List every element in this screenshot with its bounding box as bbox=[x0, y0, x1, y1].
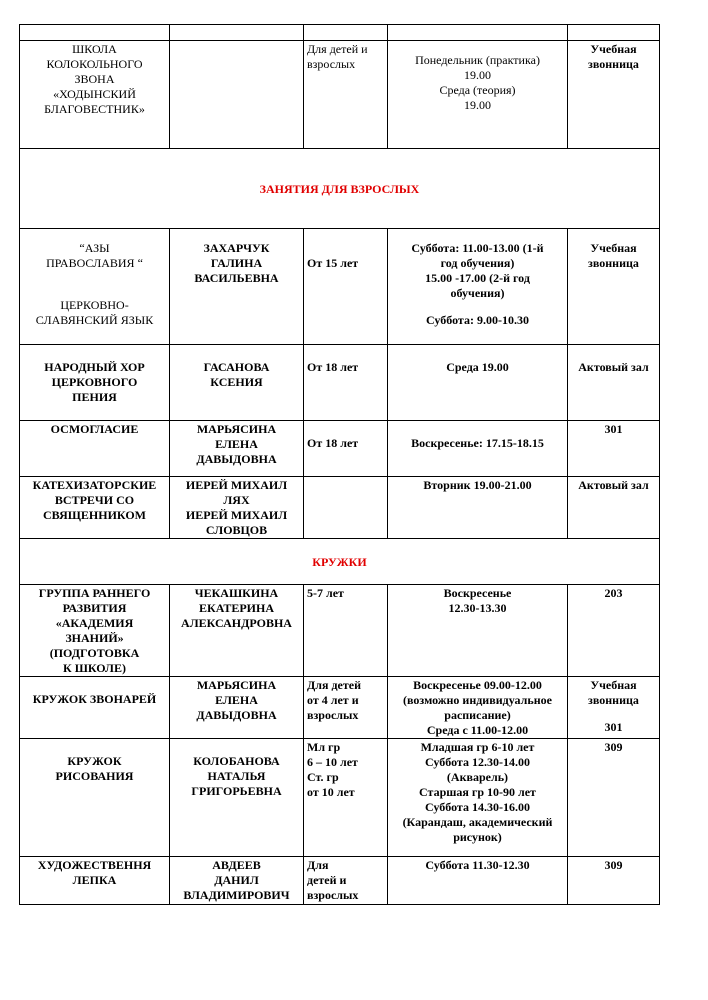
empty-cell bbox=[170, 25, 304, 41]
schedule-time: Среда 19.00 bbox=[388, 345, 568, 421]
section-title-adults: ЗАНЯТИЯ ДЛЯ ВЗРОСЛЫХ bbox=[20, 149, 660, 229]
activity-name-secondary: ЦЕРКОВНО- СЛАВЯНСКИЙ ЯЗЫК bbox=[35, 298, 154, 327]
schedule-time: Воскресенье 09.00-12.00 (возможно индивидуальное расписание) Среда с 11.00-12.00 bbox=[388, 677, 568, 739]
activity-name-primary: “АЗЫ ПРАВОСЛАВИЯ “ bbox=[46, 241, 143, 270]
table-row bbox=[20, 345, 660, 421]
schedule-time: Воскресенье 12.30-13.30 bbox=[388, 585, 568, 677]
section-title-clubs: КРУЖКИ bbox=[20, 539, 660, 585]
room: 301 bbox=[568, 421, 660, 477]
table-row bbox=[20, 857, 660, 905]
teacher-name: ЗАХАРЧУК ГАЛИНА ВАСИЛЬЕВНА bbox=[170, 229, 304, 345]
teacher-name bbox=[170, 41, 304, 149]
age-group: От 15 лет bbox=[304, 229, 388, 345]
activity-name: КРУЖОК РИСОВАНИЯ bbox=[20, 739, 170, 857]
teacher-name: МАРЬЯСИНА ЕЛЕНА ДАВЫДОВНА bbox=[170, 677, 304, 739]
table-row bbox=[20, 421, 660, 477]
schedule-time: Воскресенье: 17.15-18.15 bbox=[388, 421, 568, 477]
schedule-table bbox=[19, 24, 660, 905]
table-row bbox=[20, 585, 660, 677]
empty-cell bbox=[568, 25, 660, 41]
table-row bbox=[20, 229, 660, 345]
table-row bbox=[20, 41, 660, 149]
table-row bbox=[20, 477, 660, 539]
age-group: От 18 лет bbox=[304, 345, 388, 421]
schedule-time bbox=[388, 229, 568, 345]
activity-name: ГРУППА РАННЕГО РАЗВИТИЯ «АКАДЕМИЯ ЗНАНИЙ» (ПОДГОТОВКА К ШКОЛЕ) bbox=[20, 585, 170, 677]
age-group: Для детей и взрослых bbox=[304, 41, 388, 149]
teacher-name: ЧЕКАШКИНА ЕКАТЕРИНА АЛЕКСАНДРОВНА bbox=[170, 585, 304, 677]
table-row bbox=[20, 739, 660, 857]
section-header-row bbox=[20, 539, 660, 585]
teacher-name: ИЕРЕЙ МИХАИЛ ЛЯХ ИЕРЕЙ МИХАИЛ СЛОВЦОВ bbox=[170, 477, 304, 539]
teacher-name: АВДЕЕВ ДАНИЛ ВЛАДИМИРОВИЧ bbox=[170, 857, 304, 905]
room: Актовый зал bbox=[568, 477, 660, 539]
room: Актовый зал bbox=[568, 345, 660, 421]
activity-name: ХУДОЖЕСТВЕННЯ ЛЕПКА bbox=[20, 857, 170, 905]
room-line: 301 bbox=[604, 720, 623, 734]
empty-cell bbox=[304, 25, 388, 41]
schedule-line: Суббота: 11.00-13.00 (1-й год обучения) 15.00 -17.00 (2-й год обучения) bbox=[411, 241, 544, 300]
age-group bbox=[304, 477, 388, 539]
schedule-line: Суббота: 9.00-10.30 bbox=[426, 313, 529, 327]
age-group: 5-7 лет bbox=[304, 585, 388, 677]
section-header-row bbox=[20, 149, 660, 229]
room: 309 bbox=[568, 739, 660, 857]
activity-name bbox=[20, 229, 170, 345]
room: 203 bbox=[568, 585, 660, 677]
activity-name: НАРОДНЫЙ ХОР ЦЕРКОВНОГО ПЕНИЯ bbox=[20, 345, 170, 421]
schedule-time: Суббота 11.30-12.30 bbox=[388, 857, 568, 905]
activity-name: ОСМОГЛАСИЕ bbox=[20, 421, 170, 477]
table-row-empty-top bbox=[20, 25, 660, 41]
room bbox=[568, 677, 660, 739]
age-group: От 18 лет bbox=[304, 421, 388, 477]
activity-name: КАТЕХИЗАТОРСКИЕ ВСТРЕЧИ СО СВЯЩЕННИКОМ bbox=[20, 477, 170, 539]
table-row bbox=[20, 677, 660, 739]
age-group: Для детей от 4 лет и взрослых bbox=[304, 677, 388, 739]
empty-cell bbox=[388, 25, 568, 41]
age-group: Мл гр 6 – 10 лет Ст. гр от 10 лет bbox=[304, 739, 388, 857]
room: 309 bbox=[568, 857, 660, 905]
empty-cell bbox=[20, 25, 170, 41]
activity-name: ШКОЛА КОЛОКОЛЬНОГО ЗВОНА «ХОДЫНСКИЙ БЛАГОВЕСТНИК» bbox=[20, 41, 170, 149]
room: Учебная звонница bbox=[568, 229, 660, 345]
schedule-time: Младшая гр 6-10 лет Суббота 12.30-14.00 (Акварель) Старшая гр 10-90 лет Суббота 14.30-16.00 (Карандаш, академический рисунок) bbox=[388, 739, 568, 857]
age-group: Для детей и взрослых bbox=[304, 857, 388, 905]
room: Учебная звонница bbox=[568, 41, 660, 149]
room-line: Учебная звонница bbox=[588, 678, 639, 707]
activity-name: КРУЖОК ЗВОНАРЕЙ bbox=[20, 677, 170, 739]
schedule-time: Понедельник (практика) 19.00 Среда (теория) 19.00 bbox=[388, 41, 568, 149]
teacher-name: ГАСАНОВА КСЕНИЯ bbox=[170, 345, 304, 421]
teacher-name: КОЛОБАНОВА НАТАЛЬЯ ГРИГОРЬЕВНА bbox=[170, 739, 304, 857]
schedule-time: Вторник 19.00-21.00 bbox=[388, 477, 568, 539]
teacher-name: МАРЬЯСИНА ЕЛЕНА ДАВЫДОВНА bbox=[170, 421, 304, 477]
